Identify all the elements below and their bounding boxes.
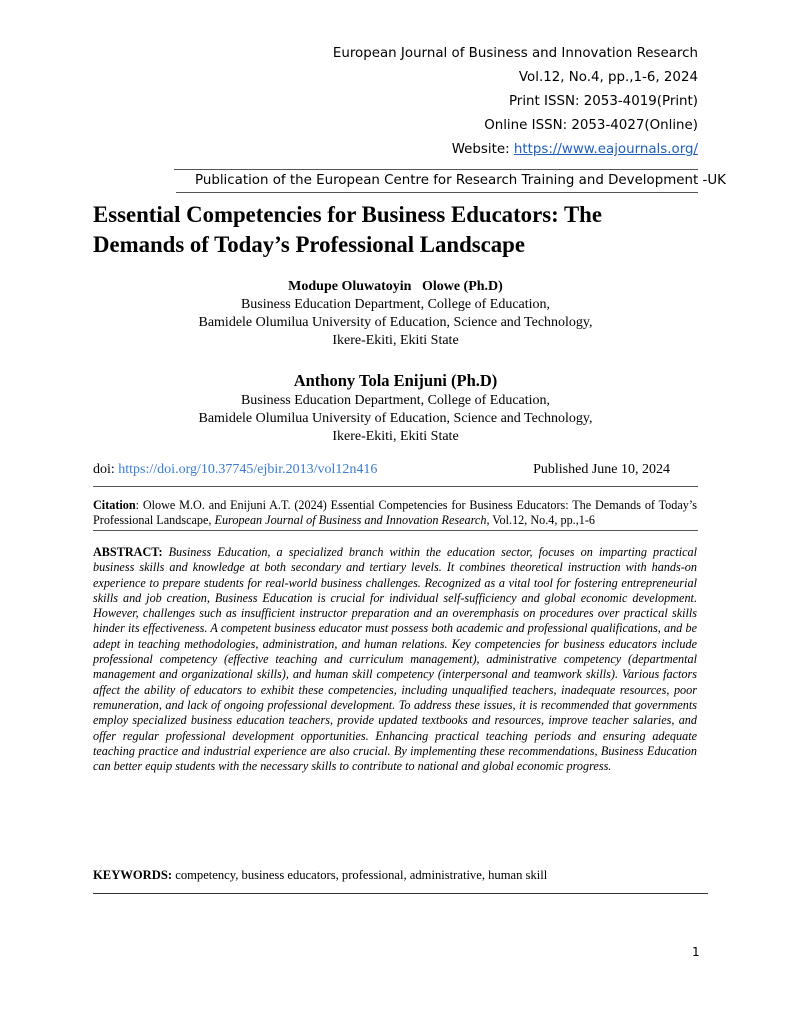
website-label: Website:: [451, 142, 514, 157]
keywords-label: KEYWORDS:: [93, 868, 173, 882]
website-line: [333, 142, 698, 166]
author-name: Modupe Oluwatoyin Olowe (Ph.D): [288, 279, 503, 294]
citation-label: Citation: [93, 498, 136, 512]
citation-text-end: , Vol.12, No.4, pp.,1-6: [486, 513, 596, 527]
keywords-text: competency, business educators, professional, administrative, human skill: [172, 868, 548, 882]
author-department: Business Education Department, College of Education,: [240, 297, 551, 312]
doi-link[interactable]: https://doi.org/10.37745/ejbir.2013/vol12n416: [118, 462, 378, 477]
abstract-label: ABSTRACT:: [93, 545, 163, 559]
author-university: Bamidele Olumilua University of Education, Science and Technology,: [198, 315, 593, 330]
keywords-divider: [93, 893, 708, 894]
abstract: [93, 545, 697, 774]
page-number: 1: [692, 945, 700, 959]
abstract-text: Business Education, a specialized branch within the education sector, focuses on imparting practical business skills and knowledge at both secondary and tertiary levels. It combines theoretical instruction with hands-on experience to prepare students for real-world business challenges. Recognized as a vital tool for fostering entrepreneurial skills and job creation, Business Education is crucial for individual self-sufficiency and global economic development. However, challenges such as insufficient instructor preparation and an overemphasis on procedures over practical skills hinder its effectiveness. A competent business educator must possess both academic and professional qualifications, and be adept in teaching methodologies, administration, and human relations. Key competencies for business educators include professional competency (effective teaching and curriculum management), administrative competency (departmental management and organizational skills), and human skill competency (interpersonal and teamwork skills). Various factors affect the ability of educators to exhibit these competencies, including unqualified teachers, inadequate resources, poor remuneration, and lack of ongoing professional development. To address these issues, it is recommended that governments employ specialized business education teachers, provide updated textbooks and resources, improve teacher salaries, and offer regular professional development opportunities. Enhancing practical teaching periods and ensuring adequate teaching practice and industrial experience are also crucial. By implementing these recommendations, Business Education can better equip students with the necessary skills to contribute to national and global economic progress.: [93, 545, 698, 774]
title-line-2: Demands of Today’s Professional Landscape: [93, 232, 525, 257]
print-issn: Print ISSN: 2053-4019(Print): [508, 94, 698, 109]
doi-line: [93, 462, 698, 478]
citation: [93, 498, 697, 528]
volume-info: Vol.12, No.4, pp.,1-6, 2024: [518, 70, 698, 85]
paper-title: [93, 200, 713, 260]
author-location: Ikere-Ekiti, Ekiti State: [332, 333, 459, 348]
publisher-line: Publication of the European Centre for Research Training and Development -UK: [195, 173, 726, 188]
author-university: Bamidele Olumilua University of Education, Science and Technology,: [198, 411, 593, 426]
journal-header: [333, 46, 698, 166]
doi-label: doi:: [93, 462, 119, 477]
header-divider-bottom: [176, 192, 698, 193]
author-location: Ikere-Ekiti, Ekiti State: [332, 429, 459, 444]
citation-journal: European Journal of Business and Innovation Research: [214, 513, 487, 527]
citation-text: : Olowe M.O. and Enijuni A.T. (2024) Essential Competencies for Business Educators: The Demands of Today’s Professional Landscape,: [93, 498, 697, 527]
author-department: Business Education Department, College of Education,: [240, 393, 551, 408]
journal-name: European Journal of Business and Innovation Research: [332, 46, 698, 61]
keywords: [93, 867, 697, 883]
published-date: Published June 10, 2024: [533, 462, 670, 477]
online-issn: Online ISSN: 2053-4027(Online): [484, 118, 698, 133]
citation-divider: [93, 530, 698, 531]
author-block-1: [93, 278, 698, 350]
website-link[interactable]: https://www.eajournals.org/: [513, 142, 698, 157]
author-name: Anthony Tola Enijuni (Ph.D): [293, 371, 498, 390]
header-divider: [174, 169, 698, 170]
doi-divider: [93, 486, 698, 487]
title-line-1: Essential Competencies for Business Educators: The: [93, 202, 602, 227]
author-block-2: [93, 370, 698, 446]
